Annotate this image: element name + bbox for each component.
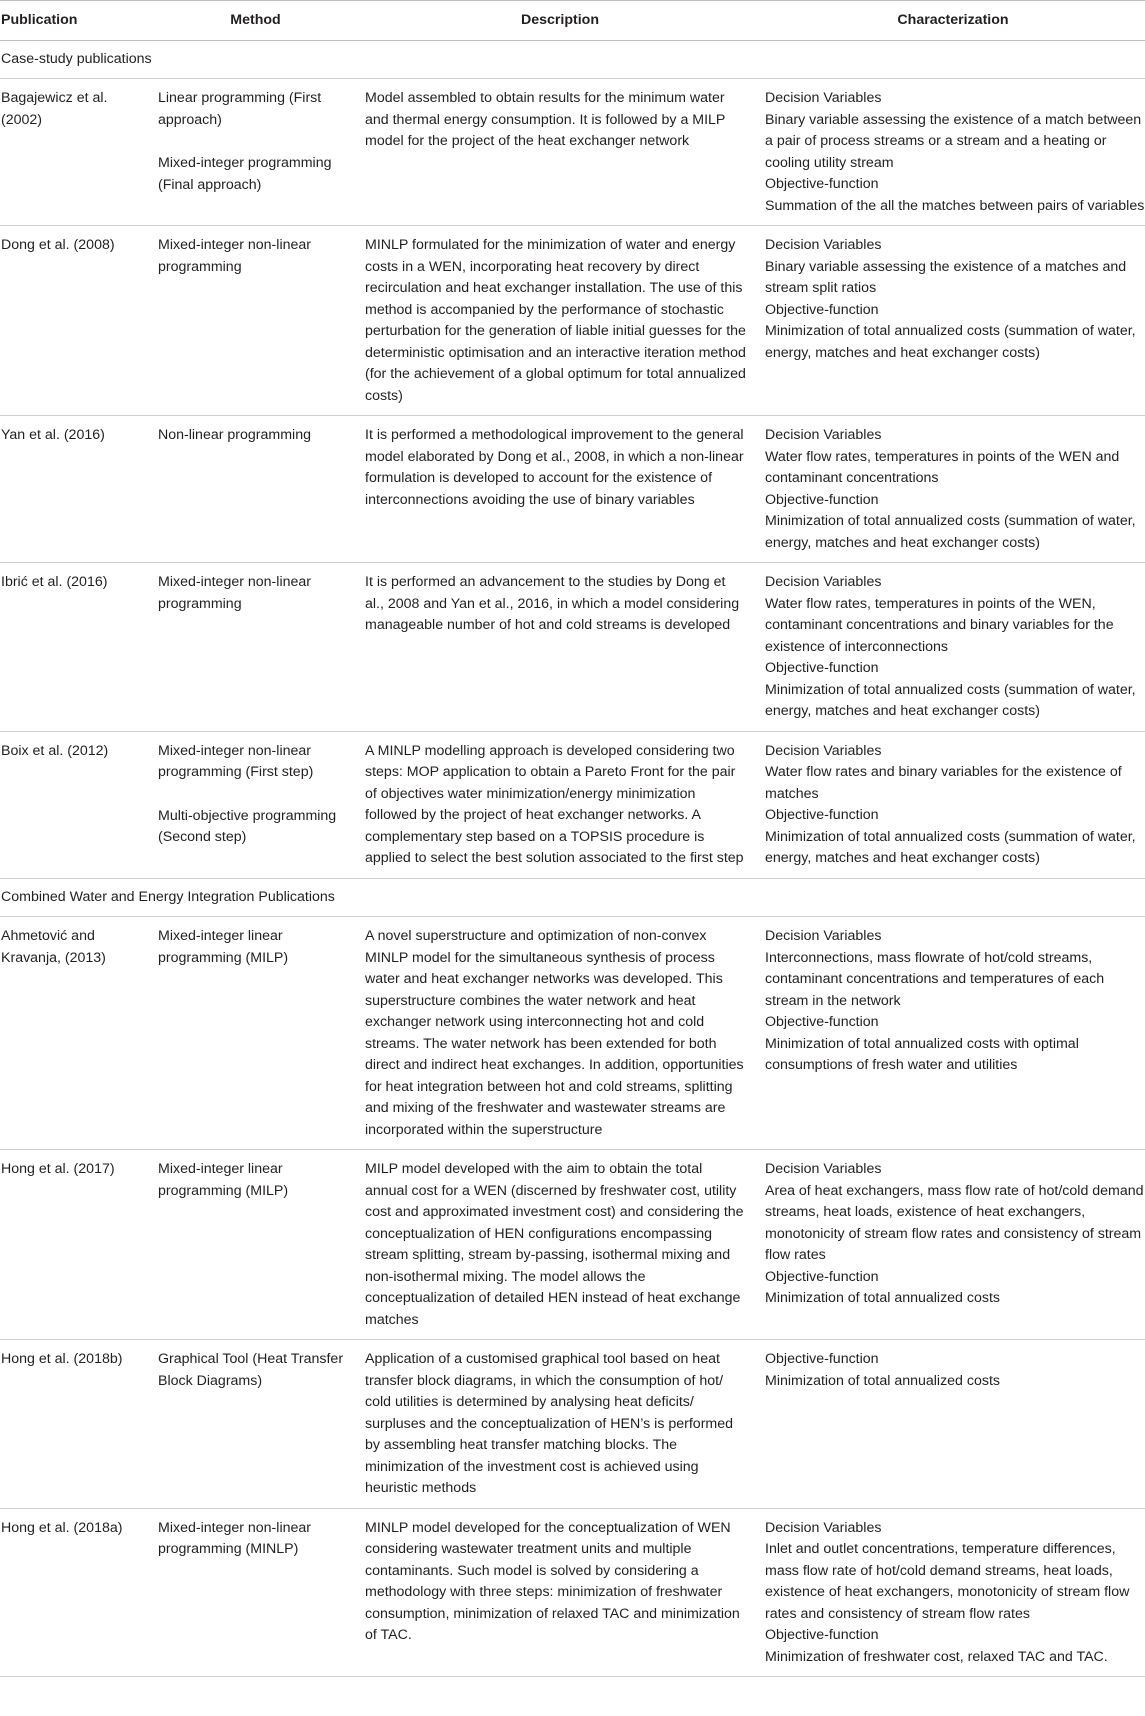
table-row (0, 1150, 1145, 1340)
characterization-line: Objective-function (765, 1268, 879, 1285)
characterization-cell (761, 917, 1145, 1150)
method-item: Mixed-integer non-linear programming (First step) (158, 742, 314, 780)
table-row (0, 1340, 1145, 1509)
characterization-line: Minimization of total annualized costs (summation of water, energy, matches and heat exchanger costs) (765, 513, 1136, 551)
method-item: Multi-objective programming (Second step) (158, 807, 337, 845)
table-body (0, 40, 1145, 1677)
header-method: Method (152, 1, 359, 41)
publication-cell: Hong et al. (2018a) (0, 1508, 152, 1677)
characterization-line: Decision Variables (765, 928, 882, 944)
characterization-line: Inlet and outlet concentrations, temperature differences, mass flow rate of hot/cold demand streams, heat loads, existence of heat exchangers, monotonicity of stream flow rates and consistency of stream flow rates (765, 1541, 1130, 1622)
characterization-line: Decision Variables (765, 1519, 882, 1536)
characterization-cell (761, 1340, 1145, 1509)
section-title: Combined Water and Energy Integration Publications (0, 878, 1145, 917)
table-row (0, 731, 1145, 878)
characterization-line: Objective-function (765, 807, 879, 823)
characterization-line: Decision Variables (765, 742, 882, 759)
publication-cell: Hong et al. (2017) (0, 1150, 152, 1340)
characterization-line: Minimization of freshwater cost, relaxed TAC and TAC. (765, 1648, 1108, 1665)
table-row (0, 1508, 1145, 1677)
characterization-line: Objective-function (765, 491, 879, 508)
method-cell (152, 416, 359, 563)
characterization-line: Objective-function (765, 660, 879, 676)
description-cell: Model assembled to obtain results for the minimum water and thermal energy consumption. It is followed by a MILP model for the project of the heat exchanger network (359, 79, 761, 226)
method-cell (152, 1508, 359, 1677)
table-row (0, 416, 1145, 563)
table-row (0, 79, 1145, 226)
characterization-line: Objective-function (765, 1351, 879, 1367)
characterization-line: Minimization of total annualized costs (summation of water, energy, matches and heat exchanger costs) (765, 681, 1136, 719)
characterization-cell (761, 416, 1145, 563)
description-cell: MINLP model developed for the conceptualization of WEN considering wastewater treatment units and multiple contaminants. Such model is solved by considering a methodology with three steps: minimization of freshwater consumption, minimization of relaxed TAC and minimization of TAC. (359, 1508, 761, 1677)
characterization-line: Decision Variables (765, 1161, 882, 1177)
description-cell: It is performed an advancement to the studies by Dong et al., 2008 and Yan et al., 2016, in which a model considering manageable number of hot and cold streams is developed (359, 563, 761, 732)
characterization-line: Objective-function (765, 1014, 879, 1030)
characterization-line: Objective-function (765, 1627, 879, 1643)
characterization-cell (761, 731, 1145, 878)
method-item: Non-linear programming (158, 427, 311, 443)
method-cell (152, 79, 359, 226)
characterization-cell (761, 1508, 1145, 1677)
description-cell: MILP model developed with the aim to obtain the total annual cost for a WEN (discerned by freshwater cost, utility cost and approximated investment cost) and considering the conceptualization of HEN configurations encompassing stream splitting, stream by-passing, isothermal mixing and non-isothermal mixing. The model allows the conceptualization of detailed HEN instead of heat exchange matches (359, 1150, 761, 1340)
method-item: Linear programming (First approach) (158, 90, 322, 128)
method-cell (152, 1150, 359, 1340)
method-item: Graphical Tool (Heat Transfer Block Diagrams) (158, 1351, 344, 1389)
section-row (0, 40, 1145, 79)
characterization-cell (761, 563, 1145, 732)
characterization-line: Interconnections, mass flowrate of hot/cold streams, contaminant concentrations and temperatures of each stream in the network (765, 949, 1105, 1009)
method-item: Mixed-integer linear programming (MILP) (158, 1161, 289, 1199)
table-row (0, 917, 1145, 1150)
characterization-line: Binary variable assessing the existence of a matches and stream split ratios (765, 258, 1127, 296)
method-item: Mixed-integer programming (Final approach) (158, 155, 332, 193)
method-cell (152, 226, 359, 416)
publication-cell: Ibrić et al. (2016) (0, 563, 152, 732)
characterization-line: Decision Variables (765, 574, 882, 590)
characterization-line: Minimization of total annualized costs (summation of water, energy, matches and heat exchanger costs) (765, 323, 1136, 361)
description-cell: It is performed a methodological improvement to the general model elaborated by Dong et al., 2008, in which a non-linear formulation is developed to account for the existence of interconnections avoiding the use of binary variables (359, 416, 761, 563)
characterization-line: Minimization of total annualized costs (765, 1372, 1001, 1389)
method-item: Mixed-integer non-linear programming (158, 574, 311, 612)
characterization-line: Minimization of total annualized costs with optimal consumptions of fresh water and utilities (765, 1035, 1079, 1073)
header-description: Description (359, 1, 761, 41)
characterization-cell (761, 1150, 1145, 1340)
publication-cell: Yan et al. (2016) (0, 416, 152, 563)
characterization-line: Water flow rates and binary variables for the existence of matches (765, 764, 1122, 802)
table-row (0, 563, 1145, 732)
description-cell: A novel superstructure and optimization of non-convex MINLP model for the simultaneous synthesis of process water and heat exchanger networks was developed. This superstructure combines the water network and heat exchanger network using interconnecting hot and cold streams. The water network has been extended for both direct and indirect heat exchanges. In addition, opportunities for heat integration between hot and cold streams, splitting and mixing of the freshwater and wastewater streams are incorporated within the superstructure (359, 917, 761, 1150)
characterization-line: Area of heat exchangers, mass flow rate of hot/cold demand streams, heat loads, existence of heat exchangers, monotonicity of stream flow rates and consistency of stream flow rates (765, 1182, 1144, 1263)
characterization-line: Objective-function (765, 176, 879, 192)
publication-cell: Boix et al. (2012) (0, 731, 152, 878)
description-cell: MINLP formulated for the minimization of water and energy costs in a WEN, incorporating heat recovery by direct recirculation and heat exchanger installation. The use of this method is accompanied by the performance of stochastic perturbation for the generation of liable initial guesses for the deterministic optimisation and an interactive iteration method (for the achievement of a global optimum for total annualized costs) (359, 226, 761, 416)
method-item: Mixed-integer non-linear programming (MINLP) (158, 1519, 311, 1557)
characterization-line: Water flow rates, temperatures in points of the WEN and contaminant concentrations (765, 448, 1120, 486)
header-row (0, 1, 1145, 41)
characterization-line: Minimization of total annualized costs (765, 1290, 1001, 1306)
table-header (0, 1, 1145, 41)
section-title: Case-study publications (0, 40, 1145, 79)
characterization-line: Decision Variables (765, 427, 882, 443)
header-publication: Publication (0, 1, 152, 41)
characterization-line: Decision Variables (765, 90, 882, 106)
characterization-line: Summation of the all the matches between pairs of variables (765, 197, 1145, 214)
method-cell (152, 917, 359, 1150)
method-cell (152, 731, 359, 878)
publication-cell: Bagajewicz et al. (2002) (0, 79, 152, 226)
characterization-line: Water flow rates, temperatures in points of the WEN, contaminant concentrations and binary variables for the existence of interconnections (765, 595, 1114, 655)
description-cell: A MINLP modelling approach is developed considering two steps: MOP application to obtain a Pareto Front for the pair of objectives water minimization/energy minimization followed by the project of heat exchanger networks. A complementary step based on a TOPSIS procedure is applied to select the best solution associated to the first step (359, 731, 761, 878)
characterization-cell (761, 79, 1145, 226)
method-item: Mixed-integer linear programming (MILP) (158, 928, 289, 966)
publication-cell: Hong et al. (2018b) (0, 1340, 152, 1509)
header-characterization: Characterization (761, 1, 1145, 41)
section-row (0, 878, 1145, 917)
table-row (0, 226, 1145, 416)
method-item: Mixed-integer non-linear programming (158, 237, 311, 275)
characterization-line: Objective-function (765, 301, 879, 318)
publication-cell: Dong et al. (2008) (0, 226, 152, 416)
characterization-line: Decision Variables (765, 237, 882, 253)
characterization-line: Minimization of total annualized costs (summation of water, energy, matches and heat exchanger costs) (765, 828, 1136, 866)
characterization-cell (761, 226, 1145, 416)
description-cell: Application of a customised graphical tool based on heat transfer block diagrams, in which the consumption of hot/ cold utilities is determined by analysing heat deficits/ surpluses and the conceptualization of HEN’s is performed by assembling heat transfer matching blocks. The minimization of the investment cost is achieved using heuristic methods (359, 1340, 761, 1509)
publication-cell: Ahmetović and Kravanja, (2013) (0, 917, 152, 1150)
characterization-line: Binary variable assessing the existence of a match between a pair of process streams or a stream and a heating or cooling utility stream (765, 111, 1142, 171)
method-cell (152, 563, 359, 732)
method-cell (152, 1340, 359, 1509)
